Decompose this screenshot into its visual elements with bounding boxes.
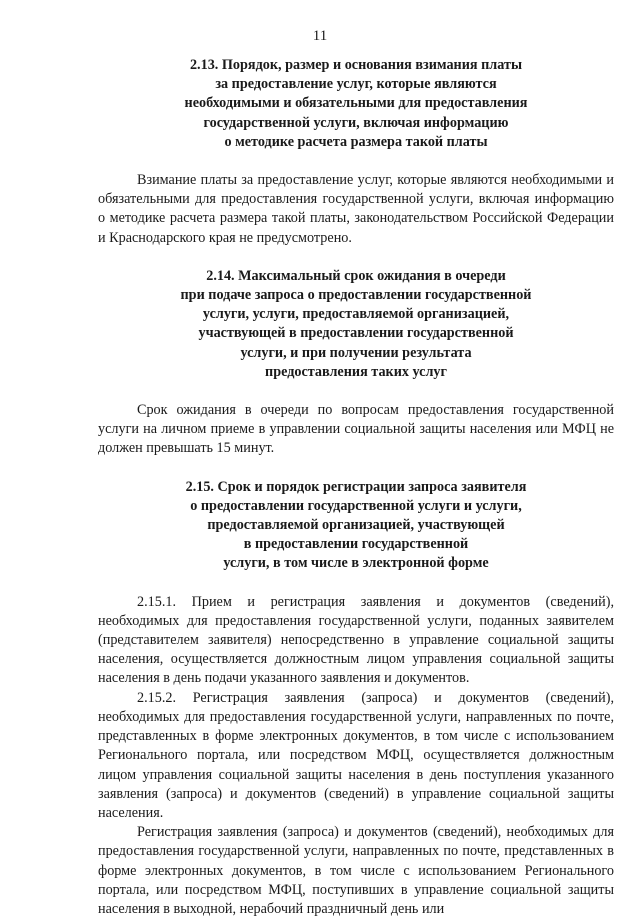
section-heading-2-14 xyxy=(98,267,614,382)
heading-line: о методике расчета размера такой платы xyxy=(224,133,488,150)
page-number: 11 xyxy=(312,28,328,44)
heading-line: услуги, и при получении результата xyxy=(240,344,472,361)
section-heading-2-15 xyxy=(98,478,614,574)
paragraph: Срок ожидания в очереди по вопросам предоставления государственной услуги на личном приеме в управлении социальной защиты населения или МФЦ не должен превышать 15 минут. xyxy=(98,402,614,457)
heading-line: за предоставление услуг, которые являются xyxy=(215,76,497,93)
heading-line: при подаче запроса о предоставлении государственной xyxy=(180,287,532,304)
heading-line: 2.13. Порядок, размер и основания взимания платы xyxy=(189,57,523,73)
paragraph: Взимание платы за предоставление услуг, которые являются необходимыми и обязательными для предоставления государственной услуги, включая информацию о методике расчета размера такой платы, законодательством Российской Федерации и Краснодарского края не предусмотрено. xyxy=(98,172,614,246)
paragraph: 2.15.2. Регистрация заявления (запроса) и документов (сведений), необходимых для предоставления государственной услуги, направленных по почте, представленных в форме электронных документов, в том числе с использованием Регионального портала, или посредством МФЦ, осуществляется должностным лицом управления социальной защиты населения в день поступления указанного заявления (запроса) и документов (сведений) в управление социальной защиты населения. xyxy=(98,689,614,821)
heading-line: государственной услуги, включая информацию xyxy=(203,114,509,131)
heading-line: услуги, в том числе в электронной форме xyxy=(223,555,489,572)
section-heading-2-13 xyxy=(98,56,614,152)
paragraph: Регистрация заявления (запроса) и документов (сведений), необходимых для предоставления государственной услуги, направленных по почте, представленных в форме электронных документов, в том числе с использованием Регионального портала, или посредством МФЦ, поступивших в управление социальной защиты населения в выходной, нерабочий праздничный день или xyxy=(98,824,614,917)
paragraph: 2.15.1. Прием и регистрация заявления и документов (сведений), необходимых для предоставления государственной услуги, поданных заявителем (представителем заявителя) непосредственно в управление социальной защиты населения, осуществляется должностным лицом управления социальной защиты населения в день подачи указанного заявления и документов. xyxy=(98,593,614,687)
heading-line: в предоставлении государственной xyxy=(243,536,469,553)
heading-line: услуги, услуги, предоставляемой организацией, xyxy=(202,306,510,323)
heading-line: 2.14. Максимальный срок ожидания в очереди xyxy=(206,267,506,284)
heading-line: необходимыми и обязательными для предоставления xyxy=(184,95,528,112)
heading-line: предоставления таких услуг xyxy=(265,363,447,380)
heading-line: предоставляемой организацией, участвующей xyxy=(207,517,505,534)
page-content xyxy=(98,56,614,919)
heading-line: 2.15. Срок и порядок регистрации запроса заявителя xyxy=(185,478,527,495)
heading-line: о предоставлении государственной услуги и услуги, xyxy=(190,497,522,514)
heading-line: участвующей в предоставлении государственной xyxy=(198,325,514,342)
